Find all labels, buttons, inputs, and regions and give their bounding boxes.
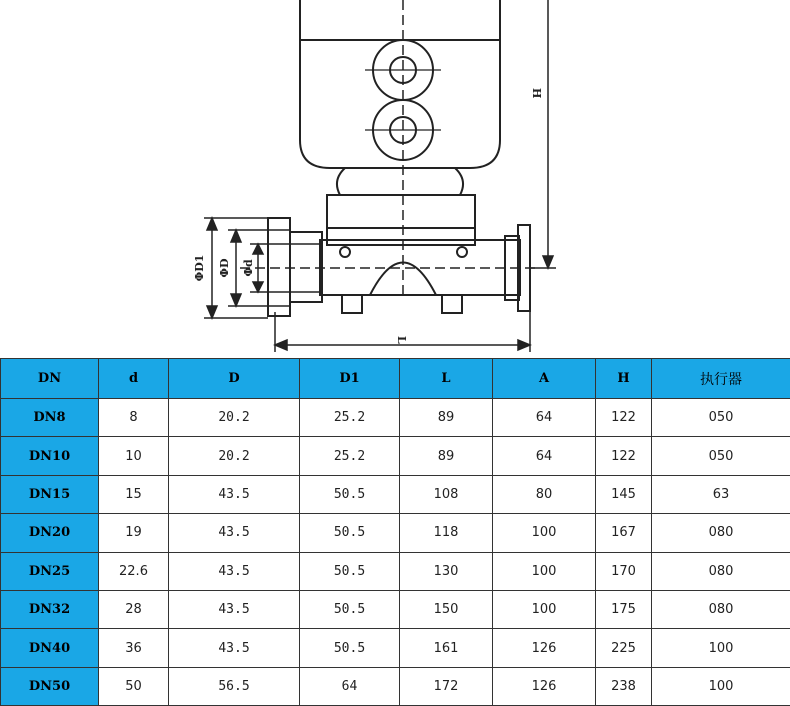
table-cell: 108 — [400, 475, 493, 513]
dimension-lines — [204, 0, 556, 352]
table-cell: 238 — [596, 667, 652, 705]
table-cell: 50.5 — [300, 590, 400, 628]
table-cell: 130 — [400, 552, 493, 590]
table-cell: 64 — [493, 437, 596, 475]
row-dn-cell: DN8 — [1, 399, 99, 437]
table-cell: 100 — [652, 629, 790, 667]
table-cell: 050 — [652, 437, 790, 475]
table-row — [1, 552, 790, 590]
actuator-body — [300, 0, 500, 195]
table-cell: 20.2 — [169, 399, 300, 437]
center-lines — [240, 0, 540, 300]
row-dn-cell: DN20 — [1, 514, 99, 552]
header-a: A — [493, 359, 596, 399]
table-cell: 167 — [596, 514, 652, 552]
label-d1: ΦD1 — [193, 255, 206, 282]
table-cell: 22.6 — [99, 552, 169, 590]
table-cell: 161 — [400, 629, 493, 667]
table-cell: 43.5 — [169, 475, 300, 513]
table-cell: 20.2 — [169, 437, 300, 475]
header-d1: D1 — [300, 359, 400, 399]
table-cell: 89 — [400, 399, 493, 437]
table-cell: 100 — [493, 590, 596, 628]
table-cell: 50.5 — [300, 475, 400, 513]
table-cell: 89 — [400, 437, 493, 475]
table-cell: 63 — [652, 475, 790, 513]
table-row — [1, 399, 790, 437]
header-d-small: d — [99, 359, 169, 399]
table-cell: 43.5 — [169, 552, 300, 590]
table-cell: 080 — [652, 514, 790, 552]
table-row — [1, 514, 790, 552]
valve-body — [268, 195, 530, 316]
table-cell: 170 — [596, 552, 652, 590]
table-cell: 080 — [652, 590, 790, 628]
table-cell: 150 — [400, 590, 493, 628]
row-dn-cell: DN32 — [1, 590, 99, 628]
table-cell: 15 — [99, 475, 169, 513]
label-d: ΦD — [218, 258, 231, 278]
table-cell: 100 — [652, 667, 790, 705]
table-cell: 50.5 — [300, 552, 400, 590]
table-cell: 50.5 — [300, 629, 400, 667]
header-h: H — [596, 359, 652, 399]
table-row — [1, 629, 790, 667]
table-cell: 225 — [596, 629, 652, 667]
specification-table — [0, 358, 790, 706]
table-cell: 43.5 — [169, 629, 300, 667]
label-d-small: Φd — [242, 259, 255, 277]
row-dn-cell: DN15 — [1, 475, 99, 513]
table-cell: 050 — [652, 399, 790, 437]
header-actuator: 执行器 — [652, 359, 790, 399]
table-header-row — [1, 359, 790, 399]
table-cell: 100 — [493, 514, 596, 552]
header-l: L — [400, 359, 493, 399]
table-cell: 43.5 — [169, 514, 300, 552]
table-cell: 10 — [99, 437, 169, 475]
row-dn-cell: DN25 — [1, 552, 99, 590]
table-cell: 80 — [493, 475, 596, 513]
table-row — [1, 590, 790, 628]
row-dn-cell: DN50 — [1, 667, 99, 705]
header-d: D — [169, 359, 300, 399]
table-cell: 25.2 — [300, 437, 400, 475]
table-cell: 56.5 — [169, 667, 300, 705]
label-h: H — [530, 88, 543, 98]
table-cell: 122 — [596, 437, 652, 475]
row-dn-cell: DN40 — [1, 629, 99, 667]
header-dn: DN — [1, 359, 99, 399]
table-row — [1, 667, 790, 705]
table-cell: 100 — [493, 552, 596, 590]
row-dn-cell: DN10 — [1, 437, 99, 475]
table-cell: 50.5 — [300, 514, 400, 552]
table-cell: 64 — [493, 399, 596, 437]
table-row — [1, 437, 790, 475]
table-cell: 126 — [493, 629, 596, 667]
table-cell: 122 — [596, 399, 652, 437]
table-cell: 126 — [493, 667, 596, 705]
table-cell: 28 — [99, 590, 169, 628]
table-cell: 25.2 — [300, 399, 400, 437]
table-cell: 145 — [596, 475, 652, 513]
table-cell: 080 — [652, 552, 790, 590]
table-cell: 64 — [300, 667, 400, 705]
table-cell: 36 — [99, 629, 169, 667]
table-cell: 50 — [99, 667, 169, 705]
table-cell: 118 — [400, 514, 493, 552]
table-cell: 19 — [99, 514, 169, 552]
label-l: L — [395, 336, 408, 344]
table-cell: 175 — [596, 590, 652, 628]
table-cell: 43.5 — [169, 590, 300, 628]
table-row — [1, 475, 790, 513]
table-cell: 172 — [400, 667, 493, 705]
table-cell: 8 — [99, 399, 169, 437]
